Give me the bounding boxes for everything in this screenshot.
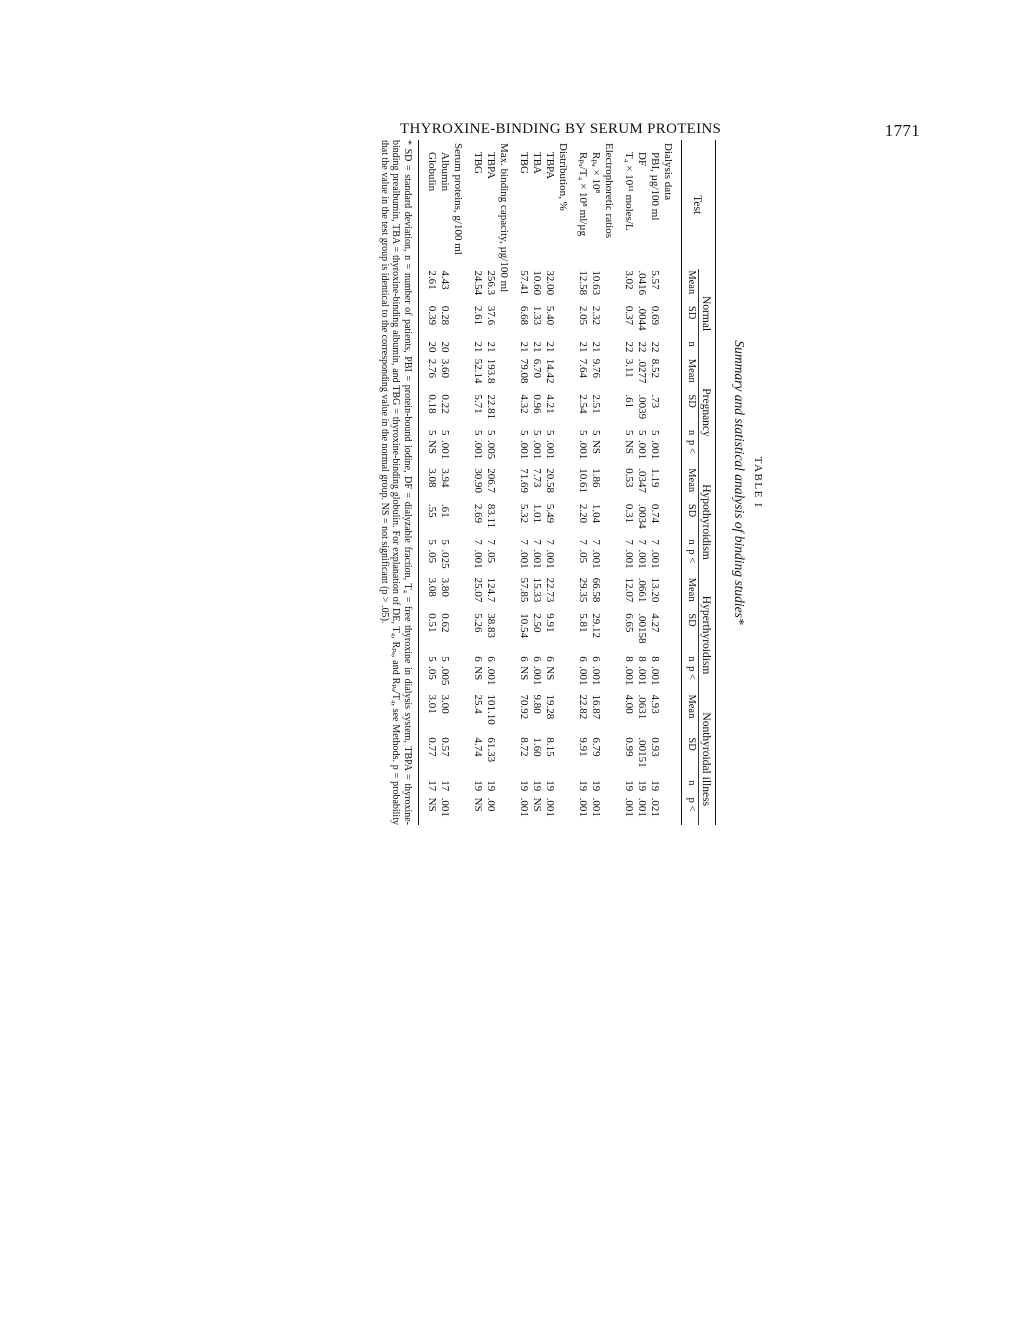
hypothyroidism-value-cell: .001 xyxy=(531,549,543,569)
table-row xyxy=(484,140,497,825)
hyperthyroidism-value-cell: 29.35 xyxy=(577,577,589,603)
pregnancy-value-cell: 5 xyxy=(590,429,602,436)
nonthyroidal-value-cell: .001 xyxy=(590,797,602,817)
nonthyroidal-value-cell: 0.99 xyxy=(623,737,635,757)
section-title: Electrophoretic ratios xyxy=(603,143,615,238)
hypothyroidism-value-cell: 5.32 xyxy=(518,503,530,524)
pregnancy-value-cell: 2.54 xyxy=(577,394,589,414)
hyperthyroidism-value-cell: .001 xyxy=(636,666,648,686)
hyperthyroidism-value-cell: NS xyxy=(544,666,556,681)
group-header-hyperthyroidism: Hyperthyroidism xyxy=(699,577,716,694)
group-col-header: Mean xyxy=(686,358,697,383)
nonthyroidal-value-cell: NS xyxy=(426,797,438,812)
normal-value-cell: 2.05 xyxy=(577,305,589,326)
normal-value-cell: 10.63 xyxy=(590,270,602,296)
normal-value-cell: 0.69 xyxy=(649,305,661,326)
hypothyroidism-value-cell: 2.20 xyxy=(577,503,589,524)
normal-value-cell: 21 xyxy=(472,341,484,353)
hypothyroidism-value-cell: .05 xyxy=(577,549,589,564)
hypothyroidism-value-cell: 7 xyxy=(577,539,589,545)
nonthyroidal-value-cell: 17 xyxy=(439,780,451,792)
hyperthyroidism-value-cell: 25.07 xyxy=(472,577,484,603)
hyperthyroidism-value-cell: .0661 xyxy=(636,577,648,603)
normal-value-cell: 2.32 xyxy=(590,305,602,326)
hypothyroidism-value-cell: .001 xyxy=(544,549,556,569)
normal-value-cell: 21 xyxy=(590,341,602,353)
group-col-header: SD xyxy=(686,394,697,408)
hyperthyroidism-value-cell: 13.20 xyxy=(649,577,661,603)
hyperthyroidism-value-cell: 4.27 xyxy=(649,613,661,633)
table-row xyxy=(589,140,602,825)
hypothyroidism-value-cell: 71.69 xyxy=(518,468,530,493)
table-row xyxy=(635,140,648,825)
nonthyroidal-value-cell: 8.15 xyxy=(544,737,556,757)
nonthyroidal-value-cell: 19 xyxy=(577,780,589,792)
nonthyroidal-value-cell: 19 xyxy=(472,780,484,792)
normal-value-cell: 22 xyxy=(623,341,635,353)
nonthyroidal-value-cell: 9.80 xyxy=(531,694,543,714)
pregnancy-value-cell: .001 xyxy=(544,439,556,460)
nonthyroidal-value-cell: .001 xyxy=(544,797,556,817)
table-row xyxy=(438,140,451,825)
pregnancy-value-cell: .001 xyxy=(636,439,648,460)
normal-value-cell: 5.57 xyxy=(649,270,661,290)
pregnancy-value-cell: NS xyxy=(590,439,602,455)
hypothyroidism-value-cell: .55 xyxy=(426,503,438,518)
hyperthyroidism-value-cell: 8 xyxy=(649,656,661,662)
pregnancy-value-cell: .005 xyxy=(485,439,497,460)
hyperthyroidism-value-cell: 38.83 xyxy=(485,613,497,639)
nonthyroidal-value-cell: 22.82 xyxy=(577,694,589,720)
hyperthyroidism-value-cell: .001 xyxy=(649,666,661,686)
hypothyroidism-value-cell: 7 xyxy=(544,539,556,545)
nonthyroidal-value-cell: 4.93 xyxy=(649,694,661,714)
nonthyroidal-value-cell: 19 xyxy=(636,780,648,792)
pregnancy-value-cell: 4.32 xyxy=(518,394,530,414)
pregnancy-value-cell: 5 xyxy=(518,429,530,436)
normal-value-cell: 4.43 xyxy=(439,270,451,290)
hyperthyroidism-value-cell: 66.58 xyxy=(590,577,602,603)
hyperthyroidism-value-cell: 22.73 xyxy=(544,577,556,603)
hypothyroidism-value-cell: .0034 xyxy=(636,503,648,529)
hypothyroidism-value-cell: 1.19 xyxy=(649,468,661,488)
hyperthyroidism-value-cell: 3.08 xyxy=(426,577,438,597)
hyperthyroidism-value-cell: 6 xyxy=(544,656,556,662)
pregnancy-value-cell: NS xyxy=(623,439,635,455)
hyperthyroidism-value-cell: 9.91 xyxy=(544,613,556,633)
table-row xyxy=(517,140,530,825)
hypothyroidism-value-cell: 7 xyxy=(636,539,648,545)
hypothyroidism-value-cell: 206.7 xyxy=(485,468,497,493)
pregnancy-value-cell: .001 xyxy=(518,439,530,460)
hypothyroidism-value-cell: .001 xyxy=(590,549,602,569)
hypothyroidism-value-cell: 1.01 xyxy=(531,503,543,524)
hyperthyroidism-value-cell: 6 xyxy=(531,656,543,662)
normal-value-cell: 21 xyxy=(518,341,530,353)
normal-value-cell: 32.00 xyxy=(544,270,556,296)
nonthyroidal-value-cell: 4.74 xyxy=(472,737,484,757)
nonthyroidal-value-cell: 16.87 xyxy=(590,694,602,720)
group-col-header: SD xyxy=(686,737,697,751)
nonthyroidal-value-cell: .00151 xyxy=(636,737,648,768)
pregnancy-value-cell: 5 xyxy=(485,429,497,436)
hypothyroidism-value-cell: 0.53 xyxy=(623,468,635,488)
normal-value-cell: 0.39 xyxy=(426,305,438,326)
pregnancy-value-cell: 3.11 xyxy=(623,358,635,378)
normal-value-cell: 0.28 xyxy=(439,305,451,326)
group-header-nonthyroidal: Nonthyroidal illness xyxy=(699,693,716,825)
pregnancy-value-cell: 8.52 xyxy=(649,358,661,379)
normal-value-cell: 2.61 xyxy=(426,270,438,290)
hyperthyroidism-value-cell: NS xyxy=(518,666,530,681)
normal-value-cell: 57.41 xyxy=(518,270,530,296)
row-test-label: Globulin xyxy=(426,152,438,192)
row-test-label: T₄ × 10¹¹ moles/L xyxy=(623,152,635,231)
group-header-row xyxy=(699,140,716,825)
hypothyroidism-value-cell: 20.58 xyxy=(544,468,556,493)
hyperthyroidism-value-cell: 6 xyxy=(485,656,497,662)
row-test-label: TBPA xyxy=(485,152,497,180)
nonthyroidal-value-cell: .001 xyxy=(577,797,589,817)
group-col-header: SD xyxy=(686,503,697,518)
nonthyroidal-value-cell: 0.93 xyxy=(649,737,661,757)
normal-value-cell: 12.58 xyxy=(577,270,589,296)
hyperthyroidism-value-cell: 5.26 xyxy=(472,613,484,633)
pregnancy-value-cell: 7.64 xyxy=(577,358,589,379)
nonthyroidal-value-cell: .001 xyxy=(636,797,648,817)
hypothyroidism-value-cell: .05 xyxy=(426,549,438,564)
group-col-header: n xyxy=(686,780,697,786)
nonthyroidal-value-cell: 0.77 xyxy=(426,737,438,757)
hypothyroidism-value-cell: 7 xyxy=(485,539,497,545)
normal-value-cell: 21 xyxy=(485,341,497,353)
hyperthyroidism-value-cell: 6 xyxy=(472,656,484,662)
nonthyroidal-value-cell: 6.79 xyxy=(590,737,602,757)
nonthyroidal-value-cell: .00 xyxy=(485,797,497,812)
pregnancy-value-cell: 0.18 xyxy=(426,394,438,414)
pregnancy-value-cell: 22.81 xyxy=(485,394,497,420)
normal-value-cell: 21 xyxy=(531,341,543,353)
normal-col-header: n xyxy=(686,341,697,347)
nonthyroidal-value-cell: NS xyxy=(472,797,484,812)
normal-col-header: Mean xyxy=(686,270,697,295)
nonthyroidal-value-cell: 101.10 xyxy=(485,694,497,725)
data-table xyxy=(418,140,716,825)
section-title: Max. binding capacity, µg/100 ml xyxy=(498,143,510,293)
pregnancy-value-cell: 5 xyxy=(426,429,438,436)
pregnancy-value-cell: .001 xyxy=(649,439,661,460)
table-row xyxy=(419,140,439,825)
section-title: Distribution, % xyxy=(557,143,569,211)
hypothyroidism-value-cell: .001 xyxy=(636,549,648,569)
pregnancy-value-cell: 4.21 xyxy=(544,394,556,414)
section-title: Dialysis data xyxy=(662,143,674,201)
nonthyroidal-value-cell: 3.01 xyxy=(426,694,438,714)
table-row xyxy=(543,140,556,825)
nonthyroidal-value-cell: .001 xyxy=(439,797,451,817)
running-head-title: THYROXINE-BINDING BY SERUM PROTEINS xyxy=(400,121,722,137)
normal-value-cell: 37.6 xyxy=(485,305,497,326)
group-col-header: n xyxy=(686,429,697,436)
row-test-label: Albumin xyxy=(439,152,451,192)
hyperthyroidism-value-cell: 124.7 xyxy=(485,577,497,603)
group-col-header: p < xyxy=(686,666,697,680)
pregnancy-value-cell: .001 xyxy=(439,439,451,460)
hyperthyroidism-value-cell: 5.81 xyxy=(577,613,589,633)
nonthyroidal-value-cell: .001 xyxy=(623,797,635,817)
hyperthyroidism-value-cell: 0.62 xyxy=(439,613,451,633)
hyperthyroidism-value-cell: 8 xyxy=(636,656,648,662)
pregnancy-value-cell: 0.22 xyxy=(439,394,451,414)
group-col-header: p < xyxy=(686,797,697,812)
hyperthyroidism-value-cell: .001 xyxy=(590,666,602,686)
group-header-pregnancy: Pregnancy xyxy=(699,358,716,467)
normal-value-cell: .0416 xyxy=(636,270,648,296)
normal-value-cell: 0.37 xyxy=(623,305,635,326)
hypothyroidism-value-cell: 7 xyxy=(472,539,484,545)
hypothyroidism-value-cell: .025 xyxy=(439,549,451,569)
hypothyroidism-value-cell: 3.08 xyxy=(426,468,438,488)
row-test-label: Rₚₐ × 10⁸ xyxy=(590,152,602,194)
normal-value-cell: 21 xyxy=(544,341,556,353)
hypothyroidism-value-cell: 30.90 xyxy=(472,468,484,493)
table-row xyxy=(530,140,543,825)
nonthyroidal-value-cell: 8.72 xyxy=(518,737,530,757)
nonthyroidal-value-cell: 19 xyxy=(485,780,497,792)
table-row xyxy=(471,140,484,825)
nonthyroidal-value-cell: 25.4 xyxy=(472,694,484,714)
nonthyroidal-value-cell: 0.57 xyxy=(439,737,451,757)
normal-value-cell: 24.54 xyxy=(472,270,484,296)
pregnancy-value-cell: .61 xyxy=(623,394,635,409)
hyperthyroidism-value-cell: 3.80 xyxy=(439,577,451,597)
pregnancy-value-cell: 2.51 xyxy=(590,394,602,414)
section-title: Serum proteins, g/100 ml xyxy=(452,143,464,255)
table-title: Summary and statistical analysis of binding studies* xyxy=(732,340,747,625)
rotated-table-block xyxy=(328,140,768,825)
nonthyroidal-value-cell: 19 xyxy=(531,780,543,792)
section-row xyxy=(497,140,517,825)
section-row xyxy=(602,140,622,825)
pregnancy-value-cell: 2.76 xyxy=(426,358,438,379)
hypothyroidism-value-cell: 1.86 xyxy=(590,468,602,488)
row-test-label: DF xyxy=(636,152,648,167)
hyperthyroidism-value-cell: 10.54 xyxy=(518,613,530,639)
normal-value-cell: 22 xyxy=(649,341,661,353)
nonthyroidal-value-cell: 19 xyxy=(623,780,635,792)
hypothyroidism-value-cell: 0.74 xyxy=(649,503,661,524)
group-col-header: p < xyxy=(686,439,697,454)
hyperthyroidism-value-cell: .001 xyxy=(577,666,589,686)
hypothyroidism-value-cell: 0.31 xyxy=(623,503,635,524)
pregnancy-value-cell: .001 xyxy=(472,439,484,460)
hypothyroidism-value-cell: 7 xyxy=(623,539,635,545)
nonthyroidal-value-cell: NS xyxy=(531,797,543,812)
hypothyroidism-value-cell: 83.11 xyxy=(485,503,497,529)
nonthyroidal-value-cell: 19 xyxy=(518,780,530,792)
hyperthyroidism-value-cell: 6 xyxy=(577,656,589,662)
hypothyroidism-value-cell: .001 xyxy=(472,549,484,569)
hypothyroidism-value-cell: .001 xyxy=(518,549,530,569)
nonthyroidal-value-cell: .021 xyxy=(649,797,661,817)
pregnancy-value-cell: 6.70 xyxy=(531,358,543,379)
pregnancy-value-cell: 5 xyxy=(544,429,556,436)
group-col-header: n xyxy=(686,656,697,662)
normal-value-cell: 20 xyxy=(426,341,438,353)
hyperthyroidism-value-cell: 2.50 xyxy=(531,613,543,633)
pregnancy-value-cell: .001 xyxy=(531,439,543,460)
normal-value-cell: 10.60 xyxy=(531,270,543,296)
nonthyroidal-value-cell: 9.91 xyxy=(577,737,589,757)
pregnancy-value-cell: 5.71 xyxy=(472,394,484,414)
nonthyroidal-value-cell: 19.28 xyxy=(544,694,556,720)
normal-value-cell: 2.61 xyxy=(472,305,484,326)
nonthyroidal-value-cell: 19 xyxy=(649,780,661,792)
nonthyroidal-value-cell: 19 xyxy=(590,780,602,792)
hyperthyroidism-value-cell: 6.65 xyxy=(623,613,635,633)
normal-value-cell: 21 xyxy=(577,341,589,353)
normal-value-cell: 3.02 xyxy=(623,270,635,290)
hyperthyroidism-value-cell: 0.51 xyxy=(426,613,438,633)
nonthyroidal-value-cell: 19 xyxy=(544,780,556,792)
pregnancy-value-cell: .0039 xyxy=(636,394,648,420)
hyperthyroidism-value-cell: .05 xyxy=(426,666,438,680)
table-row xyxy=(622,140,635,825)
pregnancy-value-cell: 5 xyxy=(623,429,635,436)
row-test-label: TBPA xyxy=(544,152,556,180)
row-test-label: TBA xyxy=(531,152,543,174)
group-header-normal: Normal xyxy=(699,269,716,357)
nonthyroidal-value-cell: 4.00 xyxy=(623,694,635,714)
normal-col-header: SD xyxy=(686,305,697,320)
group-header-hypothyroidism: Hypothyroidism xyxy=(699,467,716,576)
hyperthyroidism-value-cell: .001 xyxy=(485,666,497,686)
nonthyroidal-value-cell: .0631 xyxy=(636,694,648,720)
group-col-header: SD xyxy=(686,613,697,627)
table-body xyxy=(419,140,682,825)
hyperthyroidism-value-cell: 57.85 xyxy=(518,577,530,603)
group-col-header: n xyxy=(686,539,697,545)
pregnancy-value-cell: 14.42 xyxy=(544,358,556,384)
hypothyroidism-value-cell: 5 xyxy=(426,539,438,545)
pregnancy-value-cell: 5 xyxy=(439,429,451,436)
hyperthyroidism-value-cell: 5 xyxy=(426,656,438,662)
hypothyroidism-value-cell: .05 xyxy=(485,549,497,564)
hypothyroidism-value-cell: 5.49 xyxy=(544,503,556,524)
normal-value-cell: 5.40 xyxy=(544,305,556,326)
hypothyroidism-value-cell: .001 xyxy=(623,549,635,569)
pregnancy-value-cell: NS xyxy=(426,439,438,455)
hyperthyroidism-value-cell: 12.07 xyxy=(623,577,635,603)
table-row xyxy=(576,140,589,825)
hyperthyroidism-value-cell: 6 xyxy=(518,656,530,662)
row-test-label: TBG xyxy=(518,152,530,174)
test-column-header: Test xyxy=(691,195,704,215)
hypothyroidism-value-cell: 10.61 xyxy=(577,468,589,493)
nonthyroidal-value-cell: 1.60 xyxy=(531,737,543,757)
table-row xyxy=(648,140,661,825)
pregnancy-value-cell: 9.76 xyxy=(590,358,602,379)
hypothyroidism-value-cell: .61 xyxy=(439,503,451,518)
nonthyroidal-value-cell: 17 xyxy=(426,780,438,792)
hyperthyroidism-value-cell: 8 xyxy=(623,656,635,662)
group-col-header: Mean xyxy=(686,694,697,719)
normal-value-cell: .0044 xyxy=(636,305,648,331)
pregnancy-value-cell: 5 xyxy=(472,429,484,436)
normal-value-cell: 1.33 xyxy=(531,305,543,326)
normal-value-cell: 22 xyxy=(636,341,648,353)
nonthyroidal-value-cell: .001 xyxy=(518,797,530,817)
pregnancy-value-cell: 3.60 xyxy=(439,358,451,379)
table-caption xyxy=(716,140,764,825)
hypothyroidism-value-cell: 1.04 xyxy=(590,503,602,524)
hyperthyroidism-value-cell: .005 xyxy=(439,666,451,686)
hyperthyroidism-value-cell: 5 xyxy=(439,656,451,662)
pregnancy-value-cell: 79.08 xyxy=(518,358,530,384)
hypothyroidism-value-cell: 2.69 xyxy=(472,503,484,524)
pregnancy-value-cell: 5 xyxy=(649,429,661,436)
hyperthyroidism-value-cell: 15.33 xyxy=(531,577,543,603)
group-col-header: Mean xyxy=(686,577,697,602)
row-test-label: TBG xyxy=(472,152,484,174)
hyperthyroidism-value-cell: .001 xyxy=(531,666,543,686)
row-test-label: Rₚₐ/T₄ × 10⁸ ml/µg xyxy=(577,152,589,237)
page-number: 1771 xyxy=(884,121,920,140)
normal-value-cell: 20 xyxy=(439,341,451,353)
pregnancy-value-cell: 5 xyxy=(577,429,589,436)
pregnancy-value-cell: 5 xyxy=(636,429,648,436)
section-row xyxy=(661,140,682,825)
section-row xyxy=(556,140,576,825)
pregnancy-value-cell: 193.8 xyxy=(485,358,497,384)
row-test-label: PBI, µg/100 ml xyxy=(649,152,661,221)
pregnancy-value-cell: .001 xyxy=(577,439,589,460)
hypothyroidism-value-cell: 5 xyxy=(439,539,451,545)
hyperthyroidism-value-cell: 29.12 xyxy=(590,613,602,639)
pregnancy-value-cell: 5 xyxy=(531,429,543,436)
group-col-header: Mean xyxy=(686,468,697,493)
hyperthyroidism-value-cell: 6 xyxy=(590,656,602,662)
table-footnote: * SD = standard deviation, n = number of patients, PBI = protein-bound iodine, DF = dialyzable fraction, T₄ = free thyroxine in dialysis system, TBPA = thyroxine-binding prealbumin, TBA = thyroxine-binding albumin, and TBG = thyroxine-binding globulin. For explanation of DE, T₄, Rₚₐ, and Rₚₐ/T₄, see Methods. p = probability that the value in the test group is identical to the corresponding value in the normal group. NS = not significant (p > .05). xyxy=(379,140,413,825)
nonthyroidal-value-cell: 3.00 xyxy=(439,694,451,714)
hypothyroidism-value-cell: 7 xyxy=(518,539,530,545)
normal-value-cell: 6.68 xyxy=(518,305,530,326)
pregnancy-value-cell: 52.14 xyxy=(472,358,484,384)
pregnancy-value-cell: .73 xyxy=(649,394,661,409)
hypothyroidism-value-cell: .0347 xyxy=(636,468,648,493)
hypothyroidism-value-cell: 7.73 xyxy=(531,468,543,488)
group-col-header: p < xyxy=(686,549,697,564)
hyperthyroidism-value-cell: .001 xyxy=(623,666,635,686)
hyperthyroidism-value-cell: .00158 xyxy=(636,613,648,644)
pregnancy-value-cell: 0.96 xyxy=(531,394,543,414)
hyperthyroidism-value-cell: NS xyxy=(472,666,484,681)
hypothyroidism-value-cell: 7 xyxy=(649,539,661,545)
section-row xyxy=(451,140,471,825)
normal-value-cell: 256.3 xyxy=(485,270,497,296)
hypothyroidism-value-cell: 7 xyxy=(590,539,602,545)
hypothyroidism-value-cell: .001 xyxy=(649,549,661,569)
nonthyroidal-value-cell: 61.33 xyxy=(485,737,497,763)
table-label: TABLE I xyxy=(752,456,764,509)
nonthyroidal-value-cell: 70.92 xyxy=(518,694,530,720)
hypothyroidism-value-cell: 7 xyxy=(531,539,543,545)
hypothyroidism-value-cell: 3.94 xyxy=(439,468,451,488)
pregnancy-value-cell: .0277 xyxy=(636,358,648,384)
